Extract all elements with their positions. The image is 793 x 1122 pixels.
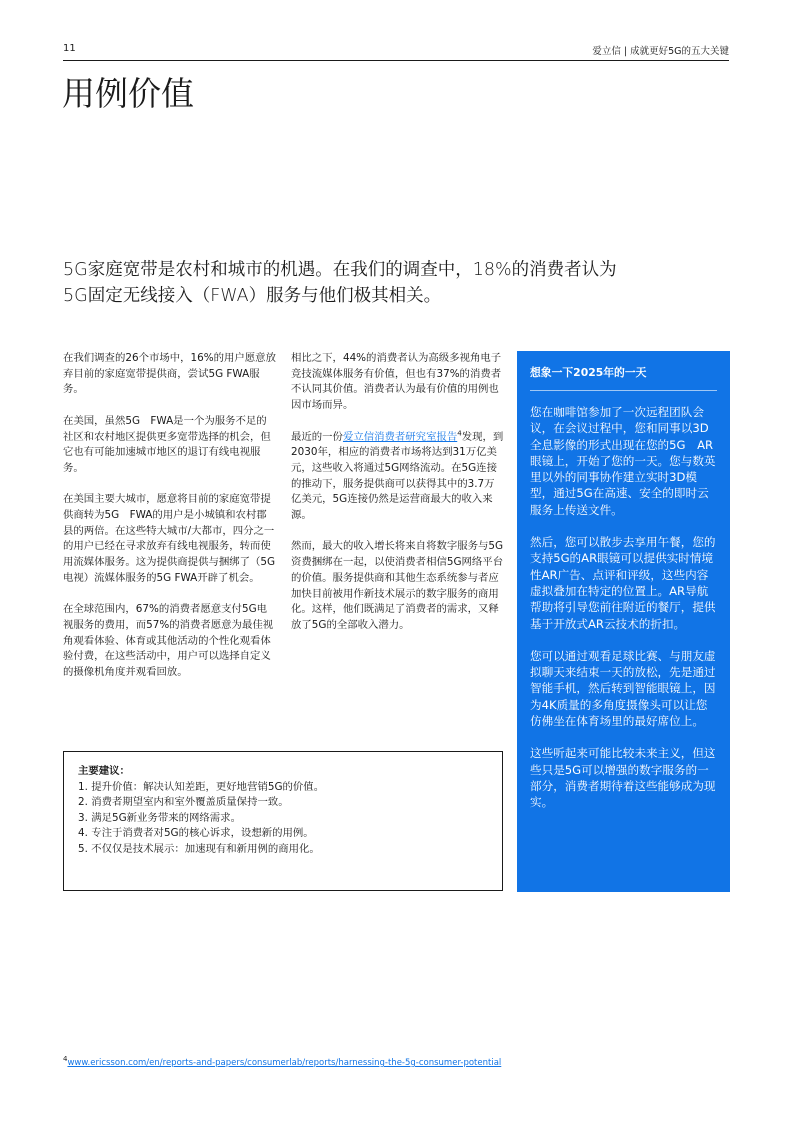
sidebar-paragraph: 这些听起来可能比较未来主义，但这些只是5G可以增强的数字服务的一部分，消费者期待着这些能够成为现实。 <box>530 746 716 810</box>
sidebar-heading: 想象一下2025年的一天 <box>530 365 717 391</box>
recommendation-item: 1. 提升价值：解决认知差距，更好地营销5G的价值。 <box>78 780 325 793</box>
column2-text: 发现，到2030年，相应的消费者市场将达到31万亿美元，这些收入将通过5G网络流动。在5G连接的推动下，服务提供商可以获得其中的3.7万亿美元，5G连接仍然是运营商最大的收入来源。 <box>291 430 504 522</box>
column2-paragraph: 相比之下，44%的消费者认为高级多视角电子竞技流媒体服务有价值，但也有37%的消费者不认同其价值。消费者认为最有价值的用例也因市场而异。 <box>291 352 502 412</box>
recommendation-item: 5. 不仅仅是技术展示：加速现有和新用例的商用化。 <box>78 842 320 855</box>
column2-text: 最近的一份 <box>291 430 343 443</box>
column2-paragraph-with-link <box>291 430 504 524</box>
column1-paragraph: 在全球范围内，67%的消费者愿意支付5G电视服务的费用，而57%的消费者愿意为最佳视角观看体验、体育或其他活动的个性化观看体验付费，在这些活动中，用户可以选择自定义的摄像机角度并观看回放。 <box>63 603 274 679</box>
page-title: 用例价值 <box>62 74 194 113</box>
sidebar-box <box>517 351 730 892</box>
footnote-link[interactable]: www.ericsson.com/en/reports-and-papers/consumerlab/reports/harnessing-the-5g-consumer-potential <box>67 1058 502 1068</box>
sidebar-paragraph: 然后，您可以散步去享用午餐，您的支持5G的AR眼镜可以提供实时情境性AR广告、点评和评级，这些内容虚拟叠加在特定的位置上。AR导航帮助将引导您前往附近的餐厅，提供基于开放式AR云技术的折扣。 <box>530 535 716 631</box>
recommendations-list <box>78 780 488 858</box>
recommendations-box <box>63 751 503 891</box>
document-title: 爱立信 | 成就更好5G的五大关键 <box>592 46 729 57</box>
body-column-1 <box>63 351 277 696</box>
sidebar-paragraph: 您可以通过观看足球比赛、与朋友虚拟聊天来结束一天的放松，先是通过智能手机，然后转到智能眼镜上，因为4K质量的多角度摄像头可以让您仿佛坐在体育场里的最好席位上。 <box>530 648 716 729</box>
column1-paragraph: 在美国主要大城市，愿意将目前的家庭宽带提供商转为5G FWA的用户是小城镇和农村郡县的两倍。在这些特大城市/大都市，四分之一的用户已经在寻求放弃有线电视服务，转而使用流媒体服务。这为提供商提供与捆绑了（5G电视）流媒体服务的5G FWA开辟了机会。 <box>63 493 276 584</box>
recommendations-heading: 主要建议： <box>78 765 130 777</box>
lead-paragraph: 5G家庭宽带是农村和城市的机遇。在我们的调查中，18%的消费者认为5G固定无线接入（FWA）服务与他们极其相关。 <box>63 260 617 306</box>
column2-paragraph: 然而，最大的收入增长将来自将数字服务与5G资费捆绑在一起，以使消费者相信5G网络平台的价值。服务提供商和其他生态系统参与者应加快目前被用作新技术展示的数字服务的商用化。这样，他们既满足了消费者的需求，又释放了5G的全部收入潜力。 <box>291 540 504 631</box>
page-number: 11 <box>63 43 76 54</box>
footnote-reference: 4 <box>457 429 462 438</box>
body-column-2 <box>291 351 504 649</box>
recommendation-item: 2. 消费者期望室内和室外覆盖质量保持一致。 <box>78 796 289 808</box>
header-rule <box>63 60 729 61</box>
column1-paragraph: 在我们调查的26个市场中，16%的用户愿意放弃目前的家庭宽带提供商，尝试5G FWA服务。 <box>63 352 276 396</box>
recommendation-item: 3. 满足5G新业务带来的网络需求。 <box>78 811 241 824</box>
footnote-marker: 4 <box>63 1055 68 1064</box>
column1-paragraph: 在美国，虽然5G FWA是一个为服务不足的社区和农村地区提供更多宽带选择的机会，但它也有可能加速城市地区的退订有线电视服务。 <box>63 414 271 474</box>
footnote <box>63 1055 502 1068</box>
recommendation-item: 4. 专注于消费者对5G的核心诉求，设想新的用例。 <box>78 827 314 839</box>
report-link[interactable]: 爱立信消费者研究室报告 <box>342 430 458 443</box>
sidebar-paragraph: 您在咖啡馆参加了一次远程团队会议，在会议过程中，您和同事以3D全息影像的形式出现在您的5G AR眼镜上，开始了您的一天。您与数英里以外的同事协作建立实时3D模型，通过5G在高速、安全的即时云服务上传送文件。 <box>530 405 716 517</box>
